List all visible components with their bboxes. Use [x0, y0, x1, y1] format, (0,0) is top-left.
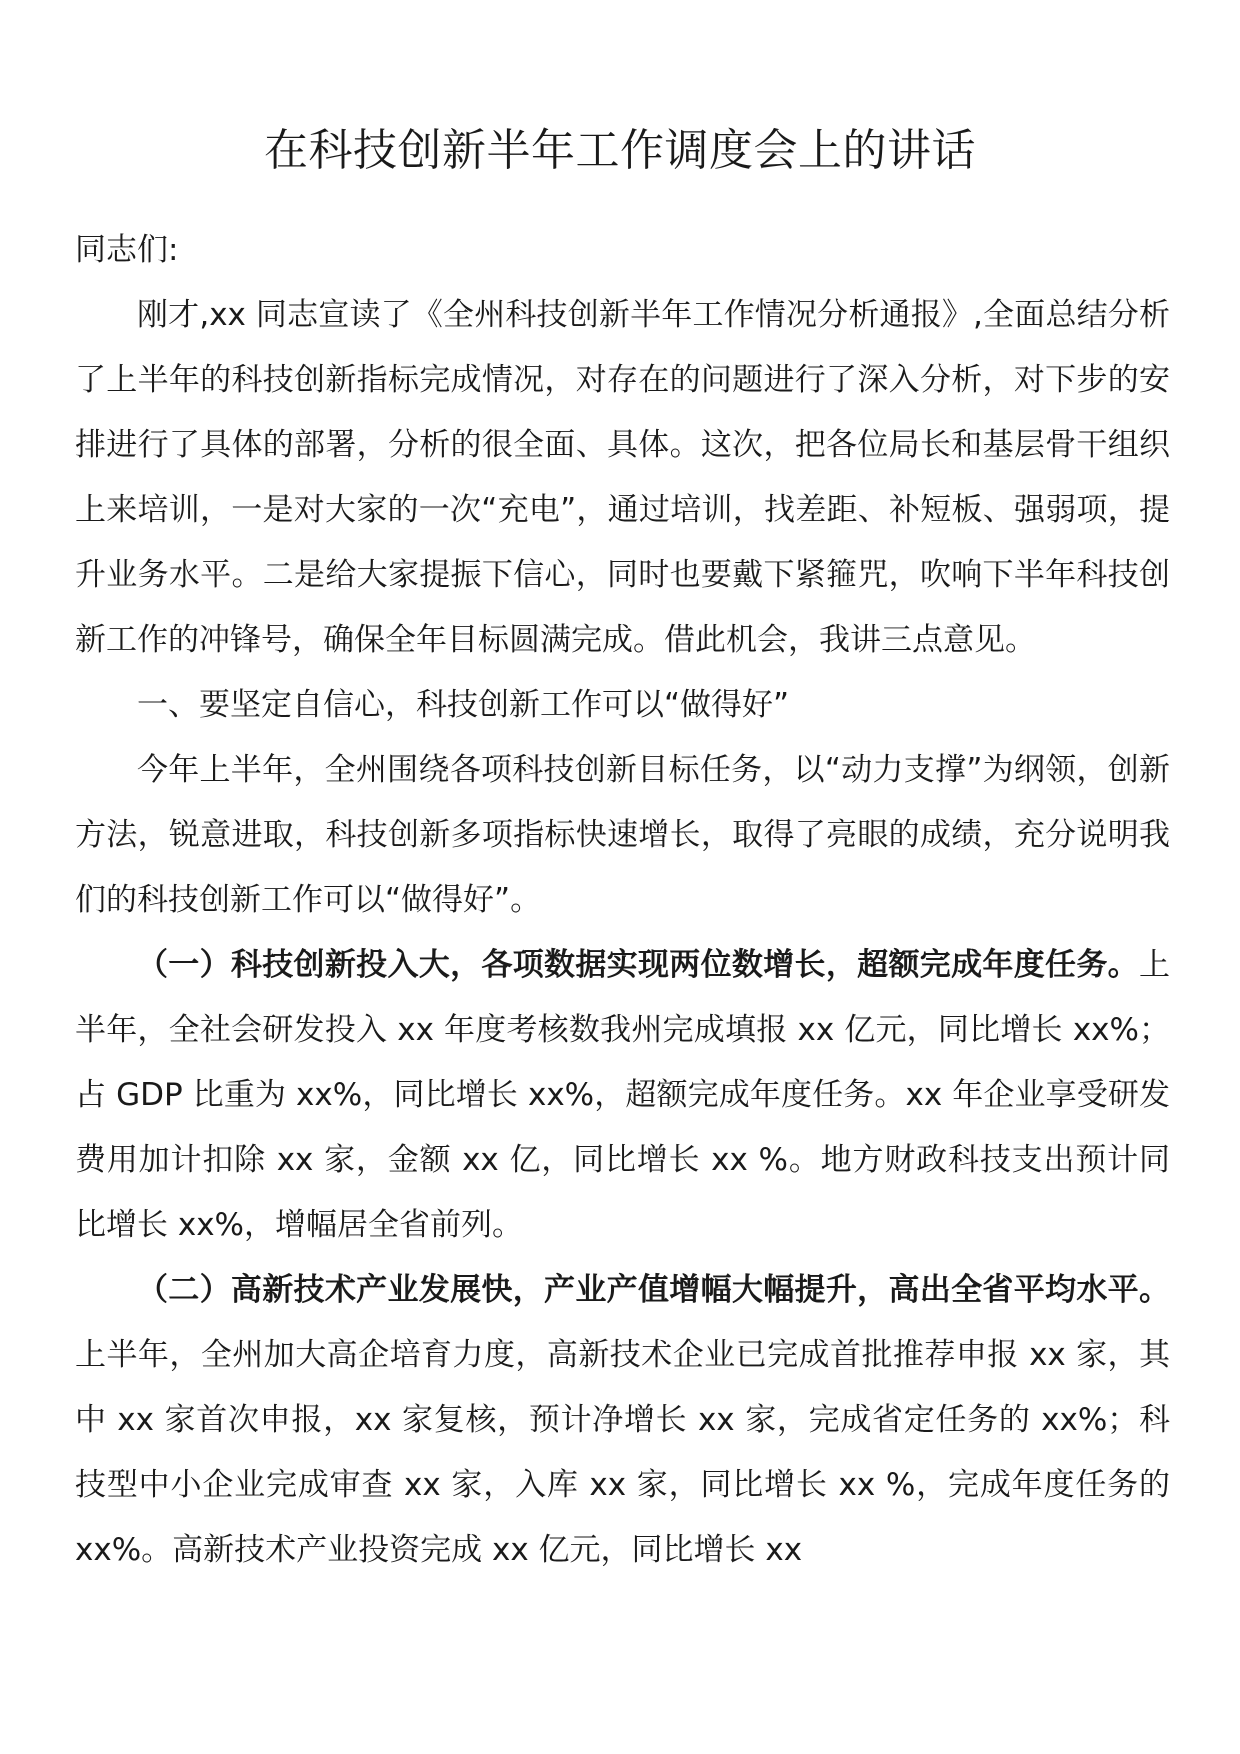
paragraph-text: 刚才,xx 同志宣读了《全州科技创新半年工作情况分析通报》,全面总结分析了上半年的科技创新指标完成情况，对存在的问题进行了深入分析，对下步的安排进行了具体的部署，分析的很全面、具体。这次，把各位局长和基层骨干组织上来培训，一是对大家的一次“充电”，通过培训，找差距、补短板、强弱项，提升业务水平。二是给大家提振下信心，同时也要戴下紧箍咒，吹响下半年科技创新工作的冲锋号，确保全年目标圆满完成。借此机会，我讲三点意见。 — [75, 297, 1170, 658]
paragraph-point-one — [75, 933, 1170, 1258]
paragraph-lead: （一）科技创新投入大，各项数据实现两位数增长，超额完成年度任务。 — [137, 947, 1139, 983]
paragraph-text: 上半年，全社会研发投入 xx 年度考核数我州完成填报 xx 亿元，同比增长 xx%；占 GDP 比重为 xx%，同比增长 xx%，超额完成年度任务。xx 年企业享受研发费用加计扣除 xx 家，金额 xx 亿，同比增长 xx %。地方财政科技支出预计同比增长 xx%，增幅居全省前列。 — [75, 947, 1170, 1243]
document-body — [75, 218, 1170, 1583]
salutation: 同志们: — [75, 232, 179, 268]
section-heading-text: 一、要坚定自信心，科技创新工作可以“做得好” — [137, 687, 790, 723]
paragraph-section-one-intro — [75, 738, 1170, 933]
paragraph-text: 今年上半年，全州围绕各项科技创新目标任务，以“动力支撑”为纲领，创新方法，锐意进取，科技创新多项指标快速增长，取得了亮眼的成绩，充分说明我们的科技创新工作可以“做得好”。 — [75, 752, 1170, 918]
paragraph-lead: （二）高新技术产业发展快，产业产值增幅大幅提升，高出全省平均水平。 — [137, 1272, 1170, 1308]
paragraph-opening — [75, 283, 1170, 673]
paragraph-text: 上半年，全州加大高企培育力度，高新技术企业已完成首批推荐申报 xx 家，其中 xx 家首次申报，xx 家复核，预计净增长 xx 家，完成省定任务的 xx%；科技型中小企业完成审查 xx 家，入库 xx 家，同比增长 xx %，完成年度任务的 xx%。高新技术产业投资完成 xx 亿元，同比增长 xx — [75, 1337, 1170, 1568]
document-title: 在科技创新半年工作调度会上的讲话 — [264, 125, 976, 176]
paragraph-point-two — [75, 1258, 1170, 1583]
section-heading-one — [75, 673, 1170, 738]
